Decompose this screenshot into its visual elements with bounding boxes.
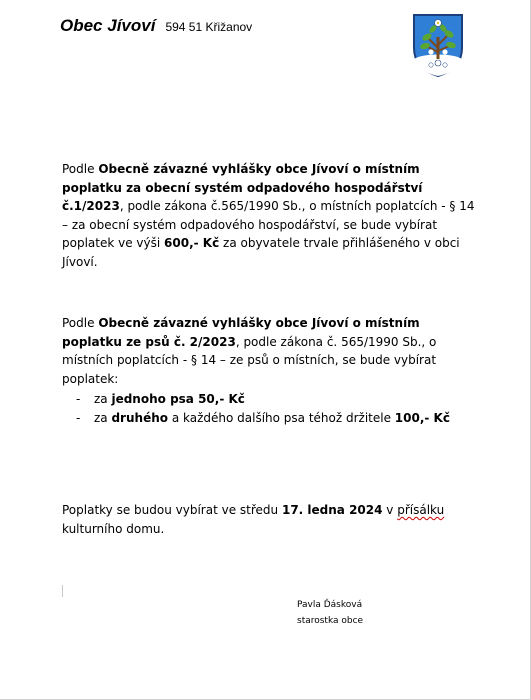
list-dash: - — [76, 392, 81, 406]
collection-place-tail: kulturního domu. — [62, 521, 165, 536]
additional-dog-fee: 100,- Kč — [394, 410, 450, 425]
list-item — [76, 409, 482, 428]
list-item-prefix: za — [94, 410, 112, 425]
waste-fee-amount: 600,- Kč — [164, 236, 220, 250]
collection-notice-paragraph — [62, 501, 482, 538]
collection-intro: Poplatky se budou vybírat ve středu — [62, 503, 282, 517]
signatory-name: Pavla Ďásková — [297, 600, 363, 610]
collection-date: 17. ledna 2024 — [281, 503, 383, 517]
signature-block — [297, 597, 363, 629]
waste-fee-scope: za obyvatele trvale přihlášeného v obci Jívoví. — [62, 236, 460, 269]
waste-legal-basis: , podle zákona č.565/1990 Sb., o místních poplatcích - § 14 – za obecní systém odpadového hospodářství, se bude vybírat poplatek ve výši — [62, 199, 475, 250]
list-item-text — [94, 409, 450, 428]
signatory-title: starostka obce — [297, 616, 364, 626]
dog-legal-basis: , podle zákona č. 565/1990 Sb., o místních poplatcích - § 14 – ze psů o místních, se bude vybírat poplatek: — [62, 334, 437, 386]
waste-intro: Podle — [62, 162, 99, 176]
waste-fee-paragraph — [62, 160, 482, 271]
second-dog-label: druhého — [111, 410, 168, 425]
municipality-name: Obec Jívoví — [60, 16, 156, 35]
letterhead — [60, 16, 252, 36]
first-dog-fee: jednoho psa 50,- Kč — [111, 392, 245, 406]
municipal-coat-of-arms-icon — [411, 12, 465, 78]
list-item — [76, 390, 482, 409]
list-item-prefix: za — [94, 392, 112, 406]
dog-fee-lead — [62, 314, 482, 388]
dog-intro: Podle — [62, 316, 99, 330]
list-item-text — [94, 390, 245, 409]
collection-preposition: v — [382, 503, 398, 517]
dog-fee-list — [62, 390, 482, 427]
dog-decree-title: Obecně závazné vyhlášky obce Jívoví o místním poplatku ze psů č. 2/2023 — [62, 316, 420, 349]
dog-fee-paragraph — [62, 314, 482, 427]
waste-decree-title: Obecně závazné vyhlášky obce Jívoví o místním poplatku za obecní systém odpadového hospodářství č.1/2023 — [62, 162, 423, 213]
municipality-address: 594 51 Křižanov — [165, 20, 253, 34]
margin-marker — [62, 585, 63, 597]
list-item-middle: a každého dalšího psa téhož držitele — [168, 410, 395, 425]
collection-place-word: přísálku — [397, 503, 445, 517]
list-dash: - — [76, 410, 81, 425]
